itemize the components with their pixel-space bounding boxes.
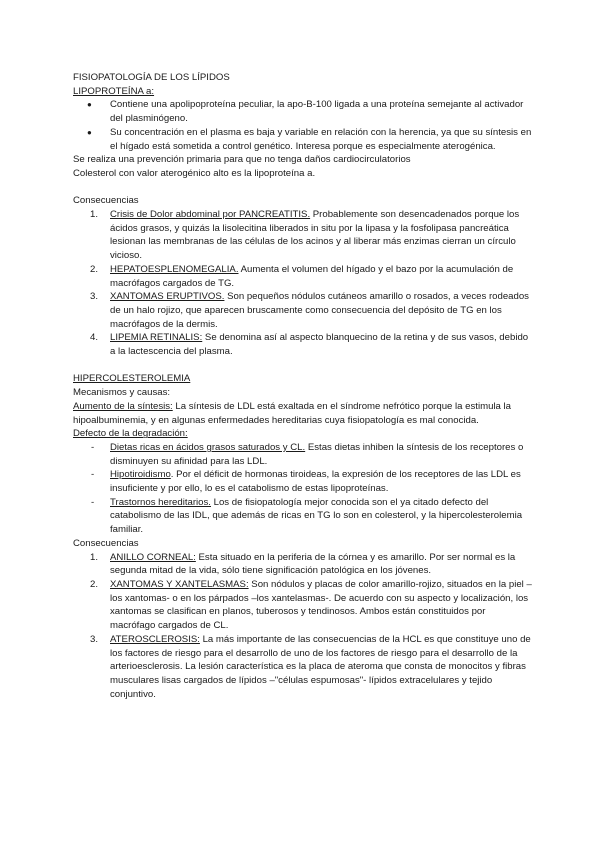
item-term: Dietas ricas en ácidos grasos saturados y CL. <box>110 441 306 453</box>
item-term: XANTOMAS ERUPTIVOS. <box>110 291 225 303</box>
item-text: Probablemente son desencadenados porque los ácidos grasos, y quizás la lisolecitina liberados in situ por la lipasa y la fosfolipasa pancreática lesionan las membranas de las células de los acinos y al liberar más enzimas cierran un círculo vicioso. <box>110 209 520 262</box>
list-item <box>73 331 533 358</box>
item-term: LIPEMIA RETINALIS: <box>110 332 203 344</box>
item-term: Trastornos hereditarios. <box>110 496 211 508</box>
page-title: FISIOPATOLOGÍA DE LOS LÍPIDOS <box>73 72 230 83</box>
list-item <box>73 263 533 290</box>
list-item <box>73 468 533 495</box>
list-item: ● Su concentración en el plasma es baja y variable en relación con la herencia, ya que su síntesis en el hígado está sometida a control genético. Interesa porque es especialmente aterogénica. <box>73 126 533 153</box>
aumento-text: La síntesis de LDL está exaltada en el síndrome nefrótico porque la estimula la hipoalbuminemia, y en algunas enfermedades hereditarias cuya fisiopatología es mal conocida. <box>73 400 512 426</box>
item-number: 2. <box>90 578 99 590</box>
item-term: Hipotiroidismo <box>110 469 171 481</box>
hipercolesterolemia-heading: HIPERCOLESTEROLEMIA <box>73 373 191 385</box>
item-number: 3. <box>90 633 99 645</box>
item-term: HEPATOESPLENOMEGALIA. <box>110 263 239 275</box>
item-text: Los de fisiopatología mejor conocida son el ya citado defecto del catabolismo de las IDL, que además de ricas en TG lo son en colesterol, y la hipercolesterolemia familiar. <box>110 496 523 536</box>
defecto-list <box>73 441 533 537</box>
item-text: Se denomina así al aspecto blanquecino de la retina y de sus vasos, debido a la lactescencia del plasma. <box>110 332 529 358</box>
paragraph: Colesterol con valor aterogénico alto es la lipoproteína a. <box>73 167 316 179</box>
list-item <box>73 551 533 578</box>
item-text: Son nódulos y placas de color amarillo-rojizo, situados en la piel –los xantomas- o en los párpados –los xantelasmas-. De acuerdo con su aspecto y localización, los xantomas se clasifican en planos, tuberosos y tendinosos. Ambos están constituidos por macrófago cargados de CL. <box>110 578 532 632</box>
item-term: ATEROSCLEROSIS: <box>110 633 200 645</box>
item-number: 3. <box>90 291 99 303</box>
item-text: . Por el déficit de hormonas tiroideas, la expresión de los receptores de las LDL es insuficiente y por ello, lo es el catabolismo de estas lipoproteínas. <box>110 469 521 495</box>
item-number: 2. <box>90 263 99 275</box>
consecuencias-list <box>73 208 533 359</box>
list-item <box>73 496 533 537</box>
item-text: Estas dietas inhiben la síntesis de los receptores o disminuyen su afinidad para las LDL. <box>110 441 524 467</box>
item-number: 1. <box>90 209 99 221</box>
paragraph <box>73 400 533 427</box>
item-number: 1. <box>90 551 99 563</box>
item-term: XANTOMAS Y XANTELASMAS: <box>110 578 249 590</box>
item-term: ANILLO CORNEAL: <box>110 551 196 563</box>
list-item <box>73 633 533 702</box>
defecto-heading: Defecto de la degradación: <box>73 428 188 440</box>
item-term: Crisis de Dolor abdominal por PANCREATITIS. <box>110 209 311 221</box>
aumento-term: Aumento de la síntesis: <box>73 400 173 412</box>
list-item <box>73 578 533 633</box>
item-text: Aumenta el volumen del hígado y el bazo por la acumulación de macrófagos cargados de TG. <box>110 263 514 289</box>
lipoproteina-heading: LIPOPROTEÍNA a: <box>73 85 155 97</box>
item-text: Son pequeños nódulos cutáneos amarillo o rosados, a veces rodeados de un halo rojizo, que aparecen bruscamente como consecuencia del depósito de TG en los macrófagos de la dermis. <box>110 291 529 330</box>
item-text: Esta situado en la periferia de la córnea y es amarillo. Por ser normal es la segunda mitad de la vida, sólo tiene significación patológica en los jóvenes. <box>110 551 516 577</box>
list-item <box>73 208 533 263</box>
consecuencias-list <box>73 551 533 702</box>
document-page <box>73 71 533 701</box>
item-number: 4. <box>90 332 99 344</box>
lipoproteina-list <box>73 98 533 153</box>
list-item: ● Contiene una apolipoproteína peculiar, la apo-B-100 ligada a una proteína semejante al activador del plasminógeno. <box>73 98 533 125</box>
list-item <box>73 290 533 331</box>
list-item <box>73 441 533 468</box>
consecuencias-heading: Consecuencias <box>73 537 139 549</box>
item-text: La más importante de las consecuencias de la HCL es que constituye uno de los factores de riesgo para el desarrollo de uno de los factores de riesgo para el desarrollo de la arterioesclerosis. La lesión característica es la placa de ateroma que consta de monocitos y fibras musculares lisas cargados de lípidos –"células espumosas"- lípidos extracelulares y tejido conjuntivo. <box>110 633 531 700</box>
paragraph: Se realiza una prevención primaria para que no tenga daños cardiocirculatorios <box>73 154 411 166</box>
mecanismos-label: Mecanismos y causas: <box>73 387 171 399</box>
consecuencias-heading: Consecuencias <box>73 195 139 207</box>
